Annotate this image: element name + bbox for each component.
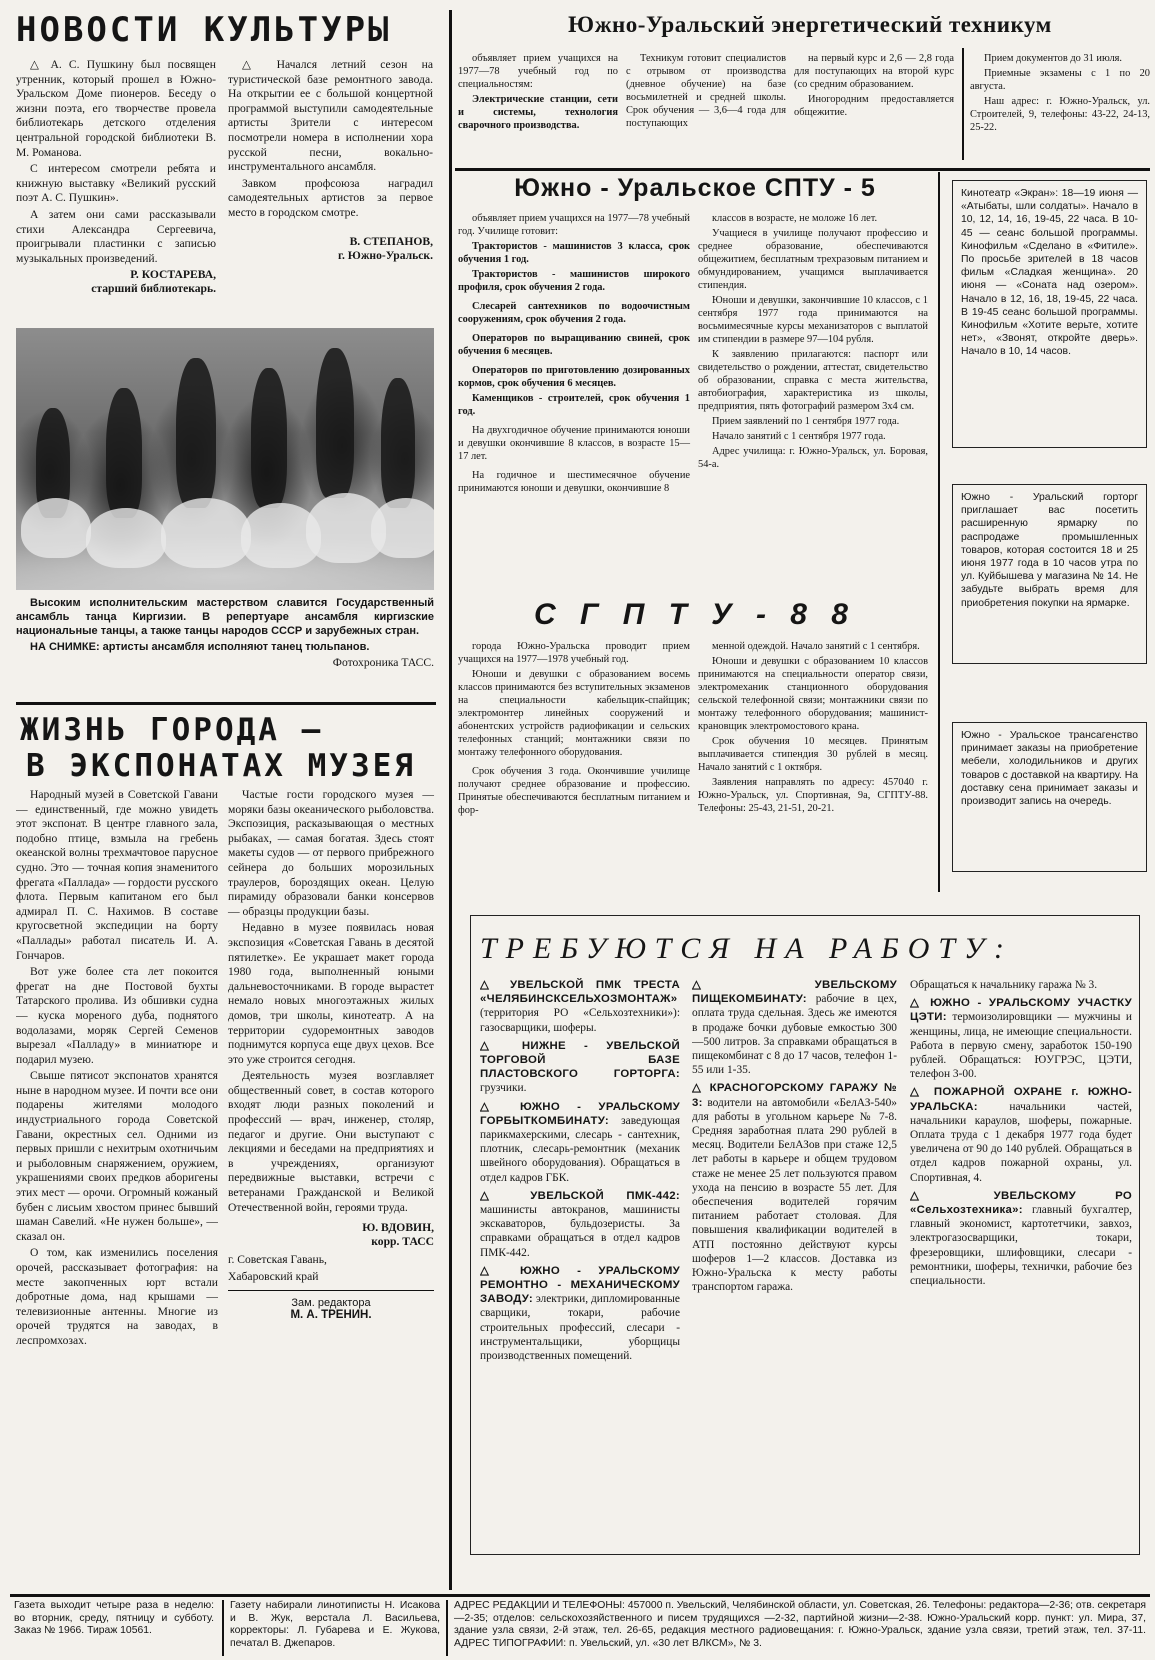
energy-col-3 (794, 52, 954, 121)
job-listing (910, 1085, 1132, 1184)
caption-text-2: НА СНИМКЕ: артисты ансамбля исполняют танец тюльпанов. (30, 641, 370, 653)
paragraph: Завком профсоюза наградил самодеятельных артистов за первое место в городском смотре. (228, 176, 433, 219)
dateline: Хабаровский край (228, 1269, 319, 1283)
signature: Р. КОСТАРЕВА, (130, 268, 216, 282)
job-details: главный бухгалтер, главный экономист, картотетчики, завхоз, электрогазосварщики, токари, фрезеровщики, шлифовщики, слесари - ремонтники, шоферы, технички, рабочие без специальности. (910, 1204, 1132, 1288)
museum-col-2 (228, 788, 434, 1321)
energy-col-2 (626, 52, 786, 132)
paragraph: Операторов по приготовлению дозированных кормов, срок обучения 6 месяцев. (458, 365, 690, 389)
photo-credit: Фотохроника ТАСС. (332, 656, 434, 669)
paragraph: А затем они сами рассказывали стихи Александра Сергеевича, проигрывали пластинки с записью музыкальных произведений. (16, 207, 216, 265)
signature-role: г. Южно-Уральск. (338, 248, 433, 262)
paragraph: Срок обучения 3 года. Окончившие училище получают среднее образование и профессию. Принятые обеспечиваются бесплатным питанием и фор- (458, 766, 690, 816)
footer-address-info: АДРЕС РЕДАКЦИИ И ТЕЛЕФОНЫ: 457000 п. Увельский, Челябинской области, ул. Советская, 26. Телефоны: редактора—2-36; отв. секретаря—2-35; отделов: сельскохозяйственного и писем трудящихся —2-32, партийной жизни—2-38. Южно-Уральский корр. пункт: ул. Мира, 37, здание узла связи, 2-й этаж, тел. 26-65, редакция местного радиовещания: г. Южно-Уральск, здание узла связи, третий этаж, тел. 37-11. АДРЕС ТИПОГРАФИИ: п. Увельский, ул. «30 лет ВЛКСМ», № 3. (454, 1600, 1146, 1649)
sptu5-col-1 (458, 212, 690, 497)
agency-text: Южно - Уральское трансагенство принимает заказы на приобретение мебели, холодильников и других товаров с доставкой на квартиру. На доставку сена принимает заказы и производит запись на очередь. (961, 730, 1138, 808)
signature: В. СТЕПАНОВ, (349, 234, 433, 248)
job-details: Обращаться к начальнику гаража № 3. (910, 979, 1098, 991)
paragraph: Прием документов до 31 июля. (984, 53, 1123, 64)
column-divider (938, 172, 940, 892)
museum-col-1 (16, 788, 218, 1593)
job-details: машинисты автокранов, машинисты экскаваторов, бульдозеристы. За справками обращаться в отдел кадров ПМК-442. (480, 1204, 680, 1259)
column-divider (446, 1600, 448, 1656)
editor-name: М. А. ТРЕНИН. (290, 1309, 372, 1322)
job-details: (территория РО «Сельхозтехники»): газосварщики, шоферы. (480, 1007, 680, 1034)
job-employer: △ КРАСНОГОРСКОМУ ГАРАЖУ № 3: (692, 1082, 897, 1109)
paragraph: Срок обучения 10 месяцев. Принятым выплачивается стипендия 30 рублей в месяц. Начало занятий с 1 октября. (698, 736, 928, 773)
job-details: заведующая парикмахерскими, слесарь - сантехник, плотник, слесарь-ремонтник (механик швейного оборудования). Обращаться в отдел кадров ГБК. (480, 1114, 680, 1184)
editor-label: Зам. редактора (291, 1297, 371, 1310)
divider (16, 702, 436, 705)
sptu5-col-2 (698, 212, 928, 473)
energy-col-4 (970, 52, 1150, 136)
job-employer: △ УВЕЛЬСКОМУ РО «Сельхозтехника»: (910, 1189, 1132, 1217)
cinema-text: Кинотеатр «Экран»: 18—19 июня — «Атыбаты, шли солдаты». Начало в 10, 12, 14, 16, 19-45, 22 часа. В 10-45 — сеанс большой программы. Кинофильм «Сделано в «Фитиле». По просьбе зрителей в 18 часов фильм «Сладкая женщина». 20 июня — «Соната над озером». Начало в 12, 16, 18, 19-45, 22 часа. В 19-45 сеанс большой программы. Кинофильм «Хотите верьте, хотите нет», «Звонят, откройте дверь». Начало в 10, 14 часов. (961, 188, 1138, 358)
signature-role: корр. ТАСС (371, 1235, 434, 1249)
job-details: грузчики. (480, 1082, 527, 1095)
paragraph: объявляет прием учащихся на 1977—78 учебный год. Училище готовит: (458, 213, 690, 237)
paragraph: на первый курс и 2,6 — 2,8 года для поступающих на второй курс (со средним образованием. (794, 53, 954, 90)
signature-role: старший библиотекарь. (91, 282, 216, 296)
fair-ad (952, 484, 1147, 664)
job-employer: △ ПОЖАРНОЙ ОХРАНЕ г. ЮЖНО-УРАЛЬСКА: (910, 1086, 1132, 1113)
photo-caption (16, 596, 434, 669)
job-details: термоизолировщики — мужчины и женщины, лица, не имеющие специальности. Работа в первую смену, заработок 150-190 рублей. Обращаться: ЮУГРЭС, ЦЭТИ, телефон 3-00. (910, 1011, 1132, 1081)
museum-title (20, 712, 440, 784)
dance-ensemble-photo (16, 328, 434, 590)
culture-article-1 (16, 58, 216, 296)
paragraph: △ А. С. Пушкину был посвящен утренник, который прошел в Южно-Уральском Доме пионеров. Беседу о жизни поэта, его творчестве провела библиотекарь детского отделения центральной городской библиотеки В. М. Романова. (16, 58, 216, 159)
job-listing (480, 1039, 680, 1096)
job-details: водители на автомобили «БелАЗ-540» для работы в угольном карьере № 7-8. Средняя заработная плата 290 рублей в месяц. Водители БелАЗов при стаже 12,5 лет работы в карьере и общем трудовом стаже не менее 25 лет пользуются правом ухода на пенсию в возрасте 55 лет. Для обеспечения водителей горячим питанием работает столовая. Для повышения квалификации водителей в АТП постоянно действуют курсы шоферов 1—2 классов. Доставка из Южно-Уральска к месту работы транспортом гаража. (692, 1096, 897, 1294)
paragraph: К заявлению прилагаются: паспорт или свидетельство о рождении, аттестат, свидетельство об образовании, справка с места жительства, автобиография, характеристика из школы, предприятия, пять фотографий размером 3х4 см. (698, 349, 928, 412)
paragraph: О том, как изменились поселения орочей, рассказывает фотография: на месте закопченных юрт встали добротные дома, над крышами — телевизионные антенны. Многие из орочей трудятся на заводах, в леспромхозах. (16, 1246, 218, 1347)
job-employer: △ ЮЖНО - УРАЛЬСКОМУ ГОРБЫТКОМБИНАТУ: (480, 1100, 680, 1127)
paragraph: Приемные экзамены с 1 по 20 августа. (970, 68, 1150, 92)
culture-title: НОВОСТИ КУЛЬТУРЫ (16, 10, 392, 50)
cinema-ad (952, 180, 1147, 448)
jobs-col-1 (480, 978, 680, 1550)
divider (228, 1290, 434, 1291)
jobs-col-3 (910, 978, 1132, 1550)
job-employer: △ ЮЖНО - УРАЛЬСКОМУ РЕМОНТНО - МЕХАНИЧЕСКОМУ ЗАВОДУ: (480, 1264, 680, 1306)
paragraph: менной одеждой. Начало занятий с 1 сентября. (712, 641, 920, 652)
paragraph: Заявления направлять по адресу: 457040 г. Южно-Уральск, ул. Спортивная, 9а, СГПТУ-88. Телефоны: 25-43, 21-51, 20-21. (698, 777, 928, 814)
job-employer: △ НИЖНЕ - УВЕЛЬСКОЙ ТОРГОВОЙ БАЗЕ ПЛАСТОВСКОГО ГОРТОРГА: (480, 1039, 680, 1081)
agency-ad (952, 722, 1147, 872)
job-details: рабочие в цех, оплата труда сдельная. Здесь же имеются в продаже бочки дубовые емкостью 300—500 литров. За справками обращаться в пищекомбинат с 8 до 17 часов, телефон 1-55 или 1-35. (692, 993, 897, 1077)
paragraph: Деятельность музея возглавляет общественный совет, в состав которого входят люди разных поколений и профессий — врач, инженер, столяр, педагог и другие. Они выступают с лекциями и беседами на предприятиях и в учреждениях, организуют передвижные выставки, встречи с ветеранами Гражданской и Великой Отечественной войн, героями труда. (228, 1069, 434, 1214)
column-divider (449, 10, 452, 1590)
paragraph: Частые гости городского музея — моряки базы океанического рыболовства. Экспозиция, расказывающая о местных рыбаках, — самая богатая. Здесь стоят макеты судов — от первого прибрежного сейнера до больших морозильных траулеров, бороздящих океан. Целую пирамиду образовали банки консервов — образцы продукции базы. (228, 788, 434, 918)
job-listing (480, 978, 680, 1035)
job-listing (910, 978, 1132, 992)
footer-divider (10, 1594, 1150, 1597)
job-listing (692, 1081, 897, 1294)
fair-text: Южно - Уральский горторг приглашает вас посетить расширенную ярмарку по распродаже промышленных товаров, которая состоится 18 и 25 июня 1977 года в 10 часов утра по ул. Куйбышева у магазина № 14. Не забудьте выбрать время для приобретения покупки на ярмарке. (961, 492, 1138, 609)
paragraph: Начало занятий с 1 сентября 1977 года. (712, 431, 886, 442)
job-listing (692, 978, 897, 1077)
paragraph: С интересом смотрели ребята и книжную выставку «Великий русский поэт А. С. Пушкин». (16, 162, 216, 205)
paragraph: Адрес училища: г. Южно-Уральск, ул. Боровая, 54-а. (698, 446, 928, 470)
paragraph: города Южно-Уральска проводит прием учащихся на 1977—1978 учебный год. (458, 641, 690, 665)
job-listing (910, 996, 1132, 1081)
paragraph: Наш адрес: г. Южно-Уральск, ул. Строителей, 9, телефоны: 43-22, 24-13, 25-22. (970, 96, 1150, 133)
paragraph: Свыше пятисот экспонатов хранятся ныне в народном музее. И почти все они подарены жителями молодого индустриального города Советской Гавани, окрестных сел. Одними из первых пришли с нехитрым охотничьим и рыболовным снаряжением, оружием, украшениями своих предков аборигены этих мест — орочи. Огромный кожаный бубен с лисьим хвостом принес бывший шаман Савелий. «Не нужен больше», — сказал он. (16, 1069, 218, 1243)
paragraph: Трактористов - машинистов широкого профиля, срок обучения 2 года. (458, 269, 690, 293)
jobs-col-2 (692, 978, 897, 1550)
paragraph: Вот уже более ста лет покоится фрегат на дне Постовой бухты Татарского пролива. Из обшивки судна — куска мореного дуба, поднятого водолазами, моряк Сергей Семенов вырезал «Палладу» в миниатюре и подарил музею. (16, 965, 218, 1066)
signature: Ю. ВДОВИН, (362, 1221, 434, 1235)
paragraph: классов в возрасте, не моложе 16 лет. (712, 213, 878, 224)
sgptu-col-1 (458, 640, 690, 819)
paragraph: На годичное и шестимесячное обучение принимаются юноши и девушки, окончившие 8 (458, 470, 690, 494)
paragraph: Операторов по выращиванию свиней, срок обучения 6 месяцев. (458, 333, 690, 357)
divider (455, 168, 1150, 171)
paragraph: Техникум готовит специалистов с отрывом от производства (дневное обучение) на базе восьмилетней и средней школы. Срок обучения — 3,6—4 года для поступающих (626, 53, 786, 129)
paragraph: Иногородним предоставляется общежитие. (794, 94, 954, 118)
paragraph: Юноши и девушки, закончившие 10 классов, с 1 сентября 1977 года принимаются на восьмимесячные курсы механизаторов с выплатой им стипендии в размере 97—104 рубля. (698, 295, 928, 345)
paragraph: Учащиеся в училище получают профессию и среднее образование, обеспечиваются общежитием, бесплатным трехразовым питанием и обмундированием, учащимся выплачивается стипендия. (698, 228, 928, 291)
paragraph: Юноши и девушки с образованием восемь классов принимаются без вступительных экзаменов на специальности кабельщик-спайщик; электромонтер линейных сооружений и абонентских устройств радиофикации и сельских телефонных станций; монтажники связи по монтажу телефонного оборудования. (458, 669, 690, 758)
sptu5-title: Южно - Уральское СПТУ - 5 (514, 174, 876, 202)
job-listing (480, 1100, 680, 1185)
energy-col-1 (458, 52, 618, 134)
museum-title-line-1: ЖИЗНЬ ГОРОДА — (20, 712, 324, 748)
job-listing (480, 1189, 680, 1260)
job-listing (910, 1189, 1132, 1288)
paragraph: Слесарей сантехников по водоочистным сооружениям, срок обучения 2 года. (458, 301, 690, 325)
paragraph: Народный музей в Советской Гавани — единственный, где можно увидеть этот экспонат. В центре главного зала, подобно птице, взмыла на гребень океанской волны трехмачтовое парусное судно. Это — точная копия знаменитого фрегата «Паллада» — гордости русского флота. Первым капитаном его был адмирал П. С. Нахимов. В составе кругосветной экспедиции на борту «Паллады» работал писатель И. А. Гончаров. (16, 788, 218, 962)
job-employer: △ УВЕЛЬСКОЙ ПМК-442: (480, 1189, 680, 1202)
footer-staff-info: Газету набирали линотиписты Н. Исакова и В. Жук, верстала Л. Васильева, корректоры: Л. Губарева и Е. Жукова, печатал В. Джепаров. (230, 1600, 440, 1649)
sgptu-title: С Г П Т У - 8 8 (533, 598, 856, 631)
caption-text: Высоким исполнительским мастерством славится Государственный ансамбль танца Киргизии. В репертуаре ансамбля киргизские национальные танцы, а также танцы народов СССР и зарубежных стран. (16, 597, 434, 637)
job-details: начальники частей, начальники караулов, шоферы, пожарные. Оплата труда с 1 декабря 1977 года будет увеличена от 90 до 140 рублей. Обращаться в отдел кадров пожарной охраны, ул. Спортивная, 4. (910, 1100, 1132, 1184)
paragraph: На двухгодичное обучение принимаются юноши и девушки окончившие 8 классов, в возрасте 15—17 лет. (458, 425, 690, 462)
dateline: г. Советская Гавань, (228, 1253, 327, 1267)
job-employer: △ ЮЖНО - УРАЛЬСКОМУ УЧАСТКУ ЦЭТИ: (910, 997, 1132, 1024)
paragraph: Трактористов - машинистов 3 класса, срок обучения 1 год. (458, 241, 690, 265)
paragraph: Каменщиков - строителей, срок обучения 1 год. (458, 393, 690, 417)
job-employer: △ УВЕЛЬСКОМУ ПИЩЕКОМБИНАТУ: (692, 979, 897, 1006)
paragraph: Прием заявлений по 1 сентября 1977 года. (712, 416, 900, 427)
paragraph: объявляет прием учащихся на 1977—78 учебный год по специальностям: (458, 53, 618, 90)
job-details: электрики, дипломированные сварщики, токари, рабочие строительных профессий, слесари - инструментальщики, уборщицы производственных помещений. (480, 1293, 680, 1363)
jobs-title: ТРЕБУЮТСЯ НА РАБОТУ: (480, 932, 1013, 965)
energy-title: Южно-Уральский энергетический техникум (568, 12, 1052, 37)
column-divider (962, 48, 964, 160)
paragraph: Юноши и девушки с образованием 10 классов принимаются на специальности оператор связи, электромеханик станционного оборудования сельской телефонной связи; монтажники связи по монтажу телефонного оборудования; машинист-крановщик электромостового крана. (698, 656, 928, 732)
footer-publication-info: Газета выходит четыре раза в неделю: во вторник, среду, пятницу и субботу. Заказ № 1966. Тираж 10561. (14, 1600, 214, 1637)
culture-article-2 (228, 58, 433, 263)
sgptu-col-2 (698, 640, 928, 817)
paragraph: Недавно в музее появилась новая экспозиция «Советская Гавань в десятой пятилетке». Ее украшает макет города 1980 года, выполненный юными дальневосточниками. В городе вырастет немало новых многоэтажных жилых домов, три школы, кинотеатр. А на территории судоремонтных заводов поднимутся корпуса еще двух цехов. Все это уже строится сегодня. (228, 921, 434, 1066)
job-listing (480, 1264, 680, 1363)
job-employer: △ УВЕЛЬСКОЙ ПМК ТРЕСТА «ЧЕЛЯБИНСКСЕЛЬХОЗМОНТАЖ» (480, 979, 680, 1006)
paragraph: Электрические станции, сети и системы, технология сварочного производства. (458, 94, 618, 131)
column-divider (222, 1600, 224, 1656)
paragraph: △ Начался летний сезон на туристической базе ремонтного завода. На открытии ее с большой концертной программой выступили самодеятельные артисты Зрители с интересом посмотрели номера в исполнении хора русской песни, вокально-инструментального ансамбля. (228, 58, 433, 174)
museum-title-line-2: В ЭКСПОНАТАХ МУЗЕЯ (26, 748, 416, 784)
